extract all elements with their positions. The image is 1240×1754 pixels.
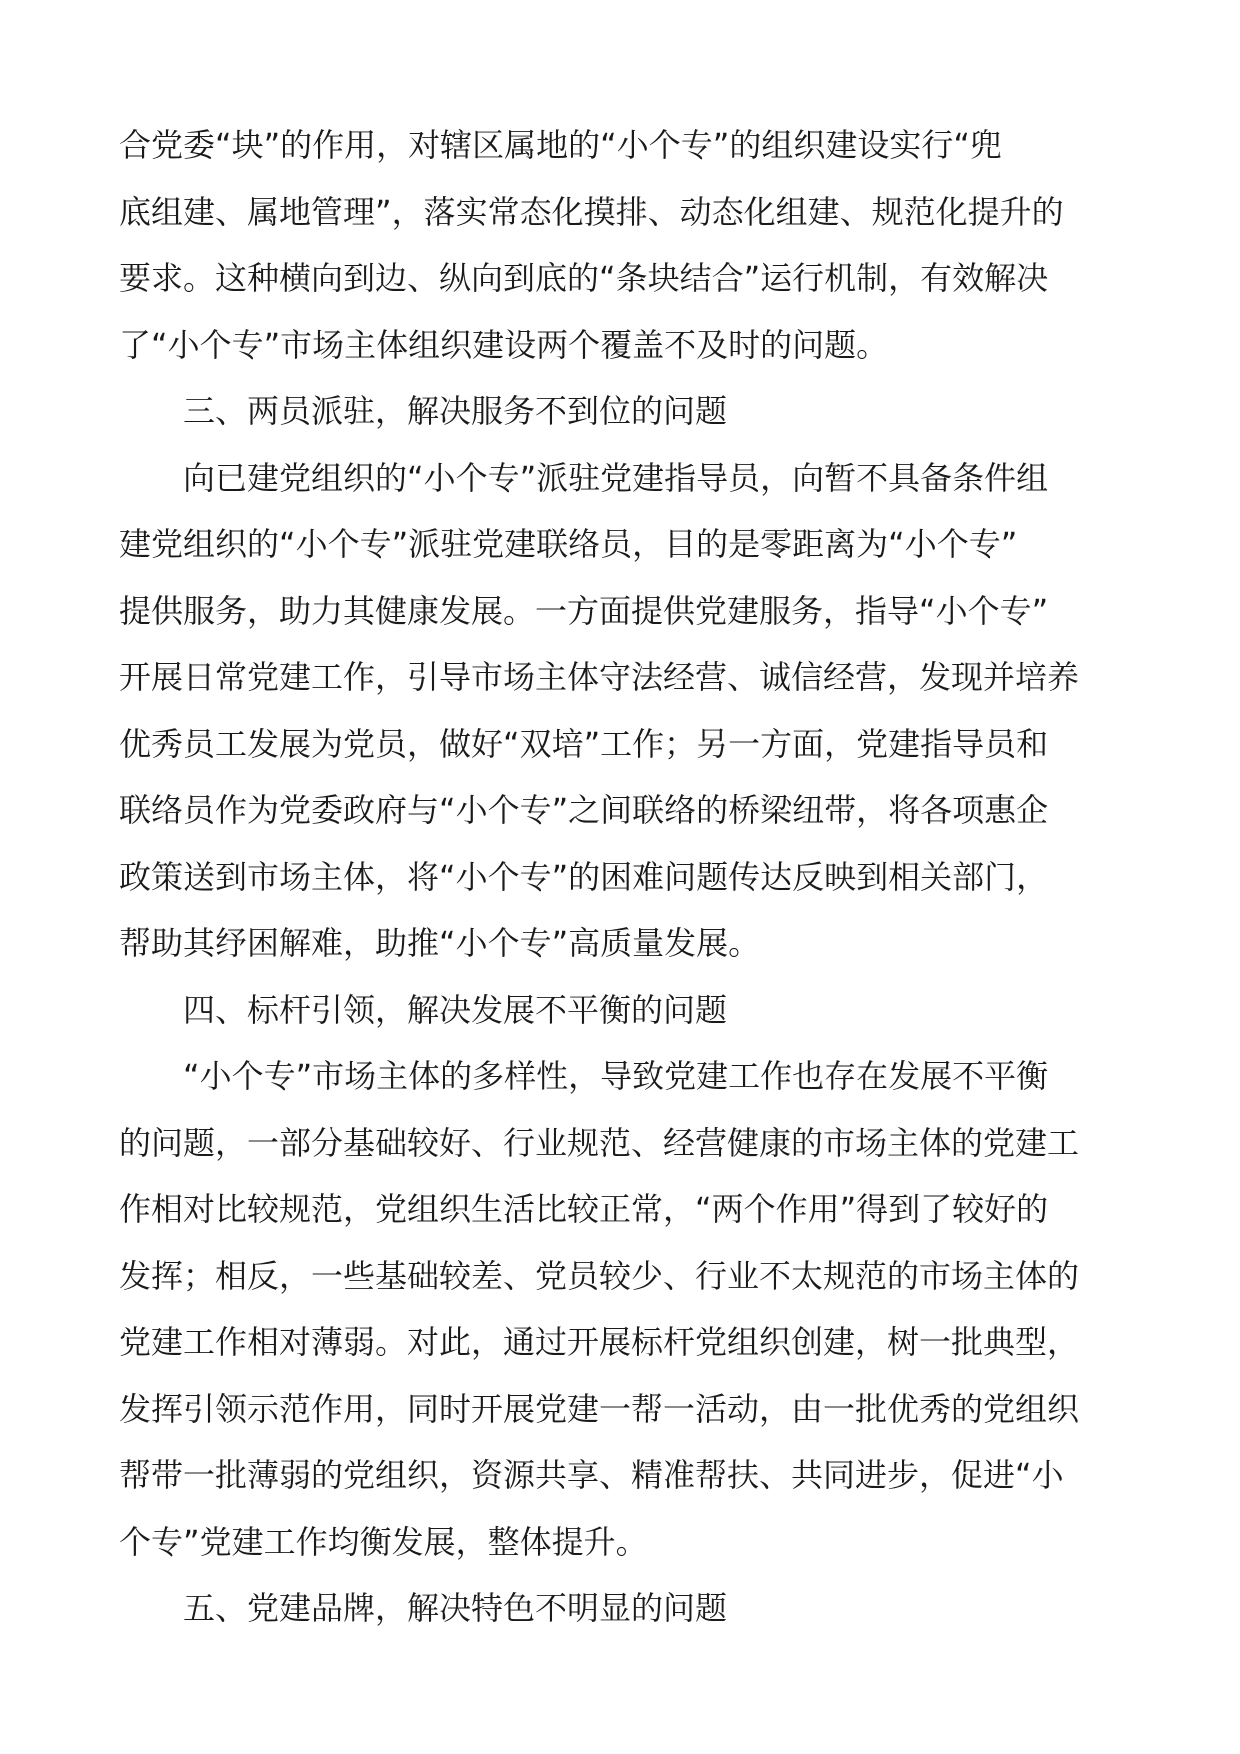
- text-line: 合党委“块”的作用，对辖区属地的“小个专”的组织建设实行“兜: [119, 126, 1002, 164]
- text-line: 的问题，一部分基础较好、行业规范、经营健康的市场主体的党建工: [119, 1123, 1080, 1162]
- text-line: 开展日常党建工作，引导市场主体守法经营、诚信经营，发现并培养: [119, 658, 1080, 696]
- text-line: 提供服务，助力其健康发展。一方面提供党建服务，指导“小个专”: [119, 591, 1049, 630]
- section-heading: 三、两员派驻，解决服务不到位的问题: [183, 392, 728, 430]
- text-line: 个专”党建工作均衡发展，整体提升。: [119, 1522, 648, 1561]
- document-page: [119, 112, 1121, 1642]
- text-line: 发挥引领示范作用，同时开展党建一帮一活动，由一批优秀的党组织: [119, 1389, 1080, 1428]
- section-heading: 五、党建品牌，解决特色不明显的问题: [183, 1589, 728, 1627]
- text-line: 发挥；相反，一些基础较差、党员较少、行业不太规范的市场主体的: [119, 1256, 1080, 1295]
- text-line: 作相对比较规范，党组织生活比较正常，“两个作用”得到了较好的: [119, 1190, 1049, 1228]
- text-line: 要求。这种横向到边、纵向到底的“条块结合”运行机制，有效解决: [119, 259, 1049, 297]
- text-line: 联络员作为党委政府与“小个专”之间联络的桥梁纽带，将各项惠企: [119, 791, 1049, 829]
- text-line: 了“小个专”市场主体组织建设两个覆盖不及时的问题。: [119, 325, 889, 364]
- text-line: 优秀员工发展为党员，做好“双培”工作；另一方面，党建指导员和: [119, 724, 1049, 763]
- paragraph-first-line: 向已建党组织的“小个专”派驻党建指导员，向暂不具备条件组: [183, 458, 1049, 497]
- text-line: 党建工作相对薄弱。对此，通过开展标杆党组织创建，树一批典型，: [119, 1323, 1080, 1361]
- paragraph-first-line: “小个专”市场主体的多样性，导致党建工作也存在发展不平衡: [183, 1057, 1049, 1095]
- section-heading: 四、标杆引领，解决发展不平衡的问题: [183, 990, 728, 1029]
- text-line: 政策送到市场主体，将“小个专”的困难问题传达反映到相关部门，: [119, 857, 1049, 896]
- text-line: 建党组织的“小个专”派驻党建联络员，目的是零距离为“小个专”: [119, 525, 1018, 563]
- text-line: 帮助其纾困解难，助推“小个专”高质量发展。: [119, 924, 761, 962]
- text-line: 底组建、属地管理”，落实常态化摸排、动态化组建、规范化提升的: [119, 192, 1064, 231]
- text-line: 帮带一批薄弱的党组织，资源共享、精准帮扶、共同进步，促进“小: [119, 1456, 1064, 1494]
